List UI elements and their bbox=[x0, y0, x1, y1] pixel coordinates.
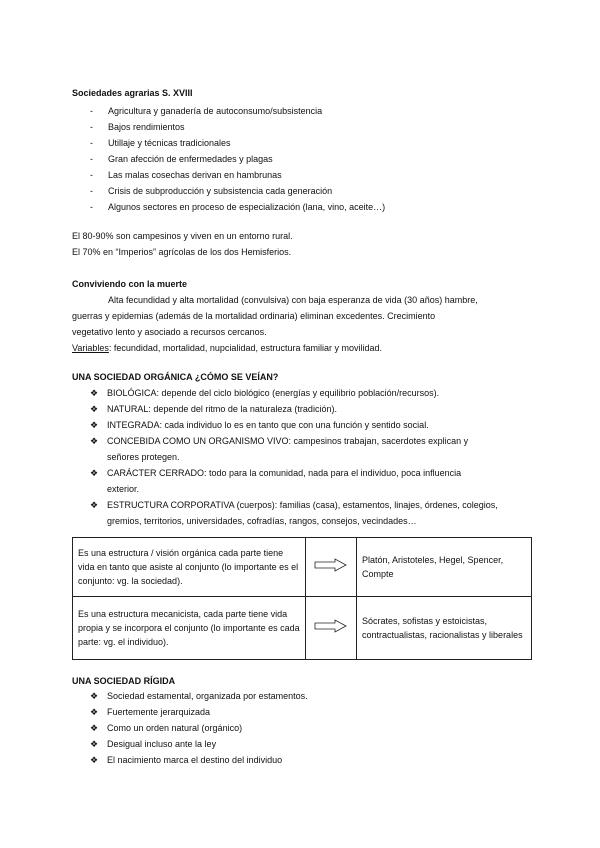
section-heading-organic-society: UNA SOCIEDAD ORGÁNICA ¿CÓMO SE VEÍAN? bbox=[72, 372, 279, 382]
diamond-bullet-icon: ❖ bbox=[90, 500, 99, 510]
dash-bullet: - bbox=[90, 122, 93, 132]
comparison-table bbox=[72, 537, 532, 660]
dash-bullet: - bbox=[90, 154, 93, 164]
organic-authors-cell: Platón, Aristoteles, Hegel, Spencer, Compte bbox=[357, 538, 532, 597]
list-item: - Agricultura y ganadería de autoconsumo/subsistencia bbox=[90, 103, 385, 119]
organic-society-list bbox=[90, 385, 540, 529]
diamond-bullet-icon: ❖ bbox=[90, 468, 99, 478]
arrow-cell bbox=[306, 597, 357, 660]
diamond-bullet-icon: ❖ bbox=[90, 755, 99, 765]
diamond-bullet-icon: ❖ bbox=[90, 691, 99, 701]
list-item: ❖ Desigual incluso ante la ley bbox=[90, 736, 540, 752]
dash-bullet: - bbox=[90, 202, 93, 212]
arrow-cell bbox=[306, 538, 357, 597]
diamond-bullet-icon: ❖ bbox=[90, 436, 99, 446]
list-item: - Crisis de subproducción y subsistencia cada generación bbox=[90, 183, 385, 199]
right-arrow-icon bbox=[314, 558, 348, 572]
section-heading-agrarian-societies: Sociedades agrarias S. XVIII bbox=[72, 88, 193, 98]
list-item: - Bajos rendimientos bbox=[90, 119, 385, 135]
diamond-bullet-icon: ❖ bbox=[90, 723, 99, 733]
paragraph-line: vegetativo lento y asociado a recursos cercanos. bbox=[72, 327, 267, 337]
list-item: ❖ BIOLÓGICA: depende del ciclo biológico (energías y equilibrio población/recursos). bbox=[90, 385, 540, 401]
dash-bullet: - bbox=[90, 106, 93, 116]
list-item: ❖ El nacimiento marca el destino del individuo bbox=[90, 752, 540, 768]
dash-bullet: - bbox=[90, 138, 93, 148]
diamond-bullet-icon: ❖ bbox=[90, 707, 99, 717]
list-item: - Gran afección de enfermedades y plagas bbox=[90, 151, 385, 167]
list-item: ❖ CARÁCTER CERRADO: todo para la comunidad, nada para el individuo, poca influencia exterior. bbox=[90, 465, 540, 497]
list-item: ❖ ESTRUCTURA CORPORATIVA (cuerpos): familias (casa), estamentos, linajes, órdenes, colegios, gremios, territorios, universidades, cofradías, rangos, consejos, vecindades… bbox=[90, 497, 540, 529]
list-item: - Algunos sectores en proceso de especialización (lana, vino, aceite…) bbox=[90, 199, 385, 215]
list-item: ❖ INTEGRADA: cada individuo lo es en tanto que con una función y sentido social. bbox=[90, 417, 540, 433]
organic-view-cell: Es una estructura / visión orgánica cada parte tiene vida en tanto que asiste al conjunto (lo importante es el conjunto: vg. la sociedad). bbox=[73, 538, 306, 597]
paragraph-line: guerras y epidemias (además de la mortalidad ordinaria) eliminan excedentes. Crecimiento bbox=[72, 311, 436, 321]
variables-text: : fecundidad, mortalidad, nupcialidad, estructura familiar y movilidad. bbox=[108, 343, 382, 353]
diamond-bullet-icon: ❖ bbox=[90, 739, 99, 749]
dash-bullet: - bbox=[90, 170, 93, 180]
list-item: ❖ CONCEBIDA COMO UN ORGANISMO VIVO: campesinos trabajan, sacerdotes explican y señores protegen. bbox=[90, 433, 540, 465]
list-item: ❖ Sociedad estamental, organizada por estamentos. bbox=[90, 688, 540, 704]
variables-line bbox=[72, 340, 382, 356]
variables-label: Variables bbox=[72, 343, 109, 353]
list-item: ❖ Fuertemente jerarquizada bbox=[90, 704, 540, 720]
mechanistic-view-cell: Es una estructura mecanicista, cada parte tiene vida propia y se incorpora el conjunto (lo importante es cada parte: vg. el individuo). bbox=[73, 597, 306, 660]
list-item: ❖ NATURAL: depende del ritmo de la naturaleza (tradición). bbox=[90, 401, 540, 417]
list-item: - Utillaje y técnicas tradicionales bbox=[90, 135, 385, 151]
agricultural-empires-stat: El 70% en “Imperios” agrícolas de los dos Hemisferios. bbox=[72, 247, 292, 257]
diamond-bullet-icon: ❖ bbox=[90, 420, 99, 430]
paragraph-line: Alta fecundidad y alta mortalidad (convulsiva) con baja esperanza de vida (30 años) hambre, bbox=[108, 295, 478, 305]
rural-population-stat: El 80-90% son campesinos y viven en un entorno rural. bbox=[72, 231, 293, 241]
section-heading-living-with-death: Conviviendo con la muerte bbox=[72, 279, 188, 289]
list-item: - Las malas cosechas derivan en hambrunas bbox=[90, 167, 385, 183]
section-heading-rigid-society: UNA SOCIEDAD RÍGIDA bbox=[72, 676, 176, 686]
right-arrow-icon bbox=[314, 619, 348, 633]
list-item: ❖ Como un orden natural (orgánico) bbox=[90, 720, 540, 736]
diamond-bullet-icon: ❖ bbox=[90, 388, 99, 398]
rigid-society-list bbox=[90, 688, 540, 768]
table-row bbox=[73, 538, 532, 597]
table-row bbox=[73, 597, 532, 660]
diamond-bullet-icon: ❖ bbox=[90, 404, 99, 414]
agrarian-features-list bbox=[90, 103, 385, 215]
mechanistic-authors-cell: Sócrates, sofistas y estoicistas, contractualistas, racionalistas y liberales bbox=[357, 597, 532, 660]
dash-bullet: - bbox=[90, 186, 93, 196]
